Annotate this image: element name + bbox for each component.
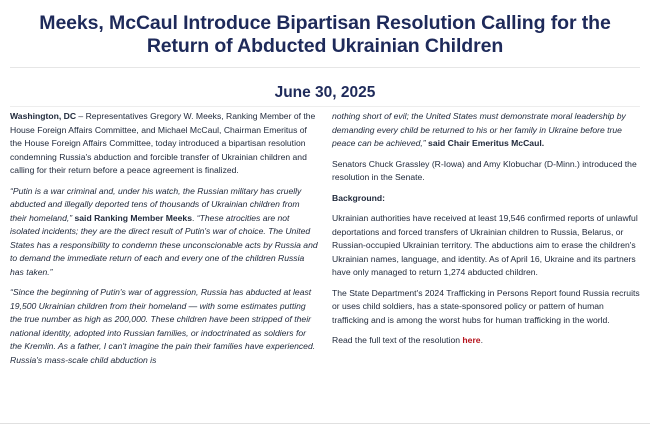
background-heading: Background: [332, 192, 385, 203]
publish-date: June 30, 2025 [274, 84, 376, 101]
title-line-1: Meeks, McCaul Introduce Bipartisan Resolution Calling for the [39, 12, 611, 34]
article-body [10, 110, 640, 374]
full-text-paragraph [332, 334, 640, 348]
mccaul-quote-continued [332, 110, 640, 151]
title-line-2: Return of Abducted Ukrainian Children [146, 35, 504, 57]
mccaul-quote-end: nothing short of evil; the United States must demonstrate moral leadership by demanding every child be returned to his or her family in Ukraine before true peace can be achieved,” [332, 111, 626, 148]
full-text-prefix: Read the full text of the resolution [332, 335, 463, 345]
mccaul-quote-paragraph [10, 286, 318, 367]
title-divider [10, 67, 640, 68]
left-column [10, 110, 318, 374]
page-title [10, 0, 640, 58]
resolution-link[interactable]: here [462, 335, 481, 345]
full-text-suffix: . [480, 335, 483, 345]
intro-paragraph [10, 110, 318, 178]
date-divider [10, 106, 640, 107]
background-paragraph-1: Ukrainian authorities have received at least 19,546 confirmed reports of unlawful deportations and forced transfers of Ukrainian children to Russia, Belarus, or Russian-occupied Ukrainian territory. The abductions aim to erase the children's Ukrainian names, language, and identity. As of April 16, Ukraine and its partners have only managed to return 1,274 abducted children. [332, 213, 638, 277]
meeks-quote-1: “Putin is a war criminal and, under his watch, the Russian military has cruelly abducted and illegally deported tens of thousands of Ukrainian children from their homeland,” [10, 185, 302, 223]
bottom-divider [0, 423, 650, 424]
right-column [332, 110, 640, 374]
mccaul-attribution: said Chair Emeritus McCaul. [425, 138, 545, 148]
dateline: Washington, DC [10, 111, 77, 121]
background-paragraph-2: The State Department's 2024 Trafficking in Persons Report found Russia recruits or uses child soldiers, has a state-sponsored policy or pattern of human trafficking and is among the worst hubs for human trafficking in the world. [332, 287, 640, 325]
meeks-quote-2: “These atrocities are not isolated incidents; they are the direct result of Putin's war of choice. The United States has a responsibility to condemn these unconscionable acts by Russia and to demand the immediate return of each and every one of the children Russia has taken.” [10, 212, 318, 277]
intro-text: – Representatives Gregory W. Meeks, Ranking Member of the House Foreign Affairs Committee, and Michael McCaul, Chairman Emeritus of the House Foreign Affairs Committee, today introduced a bipartisan resolution condemning Russia's abduction and forcible transfer of Ukrainian children and calling for their return before a peace agreement is finalized. [10, 111, 316, 175]
mccaul-quote-start: “Since the beginning of Putin's war of aggression, Russia has abducted at least 19,500 Ukrainian children from their homeland — with some estimates putting the true number as high as 200,000. These children have been stripped of their national identity, adopted into Russian families, or indoctrinated as soldiers for the Kremlin. As a father, I can't imagine the pain their families have experienced. Russia's mass-scale child abduction is [10, 287, 316, 365]
meeks-attribution: said Ranking Member Meeks [72, 212, 192, 223]
meeks-period: . [192, 212, 197, 223]
senate-paragraph: Senators Chuck Grassley (R-Iowa) and Amy Klobuchar (D-Minn.) introduced the resolution in the Senate. [332, 158, 637, 182]
meeks-quote-paragraph [10, 185, 318, 280]
